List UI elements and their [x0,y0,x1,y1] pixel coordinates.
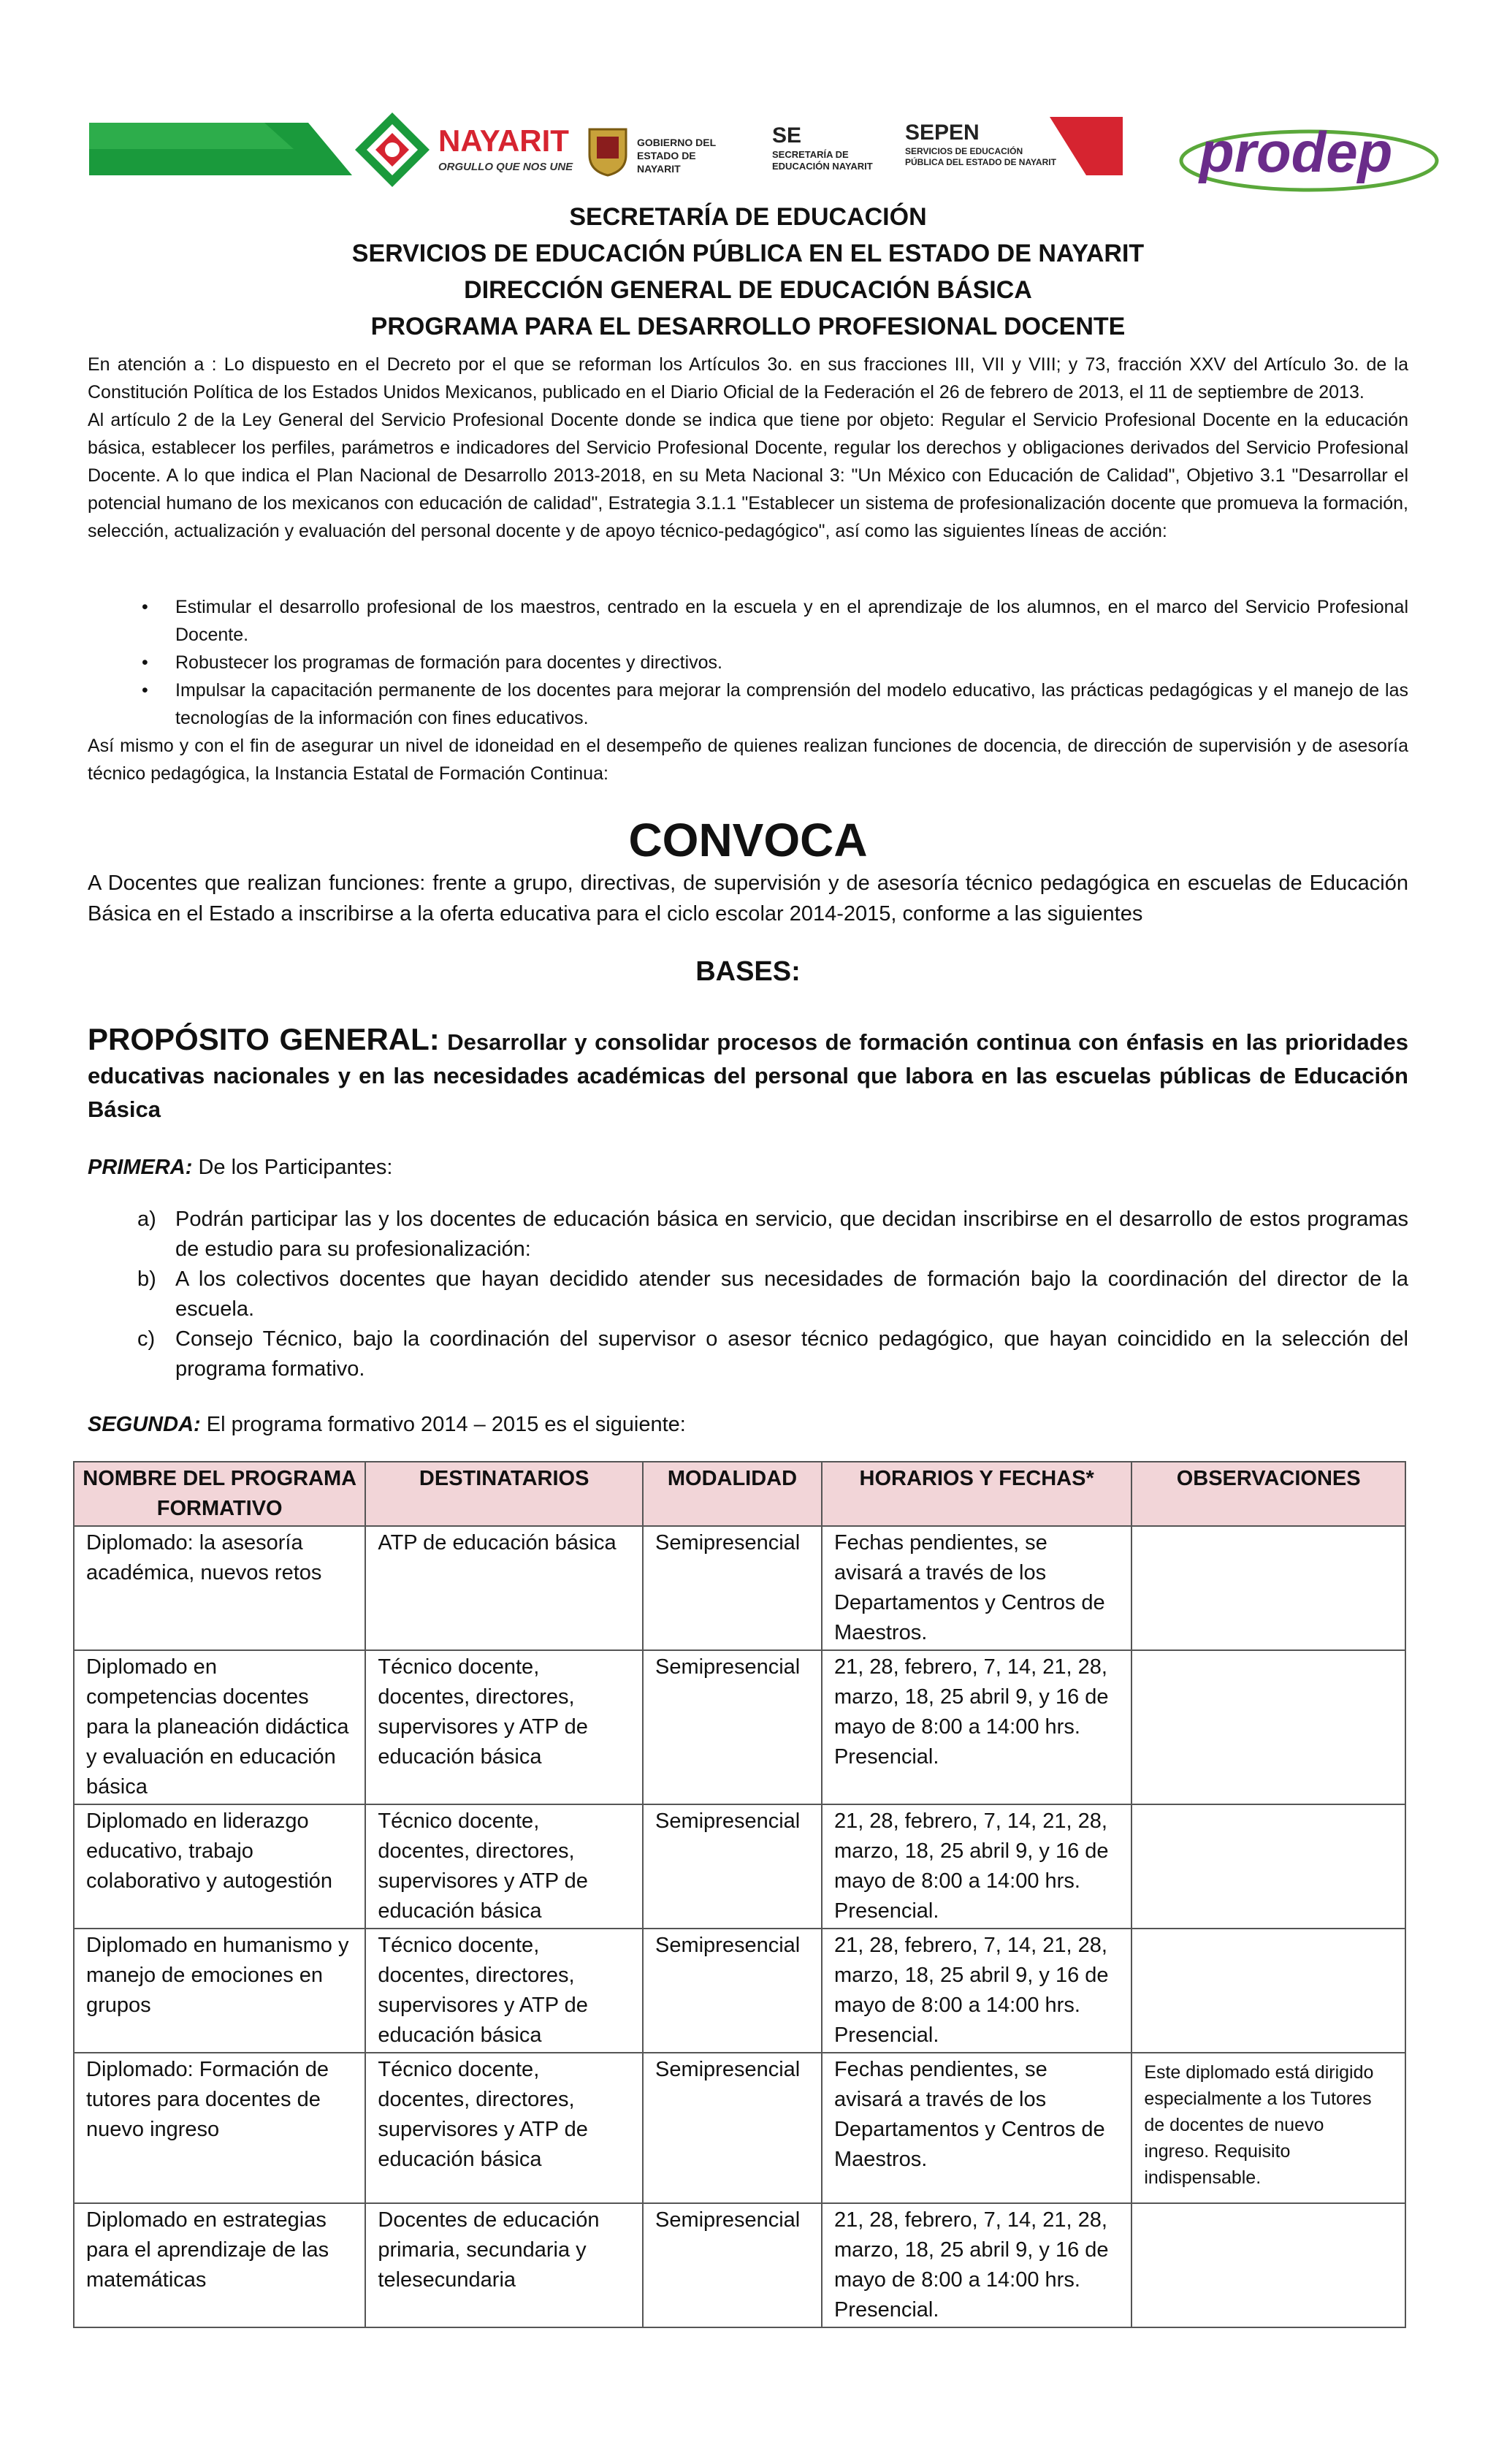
heading-direccion: DIRECCIÓN GENERAL DE EDUCACIÓN BÁSICA [464,276,1032,304]
header-modalidad: MODALIDAD [643,1462,822,1526]
segunda-text: El programa formativo 2014 – 2015 es el siguiente: [206,1413,686,1436]
sepen-logo [904,117,1123,183]
table-row: Diplomado en competencias docentes para la planeación didáctica y evaluación en educación básica Técnico docente, docentes, directores, supervisores y ATP de educación básica Semipresencial 21, 28, febrero, 7, 14, 21, 28, marzo, 18, 25 abril 9, y 16 de mayo de 8:00 a 14:00 hrs. Presencial. [74,1650,1405,1804]
list-item: b) A los colectivos docentes que hayan decidido atender sus necesidades de formación bajo la coordinación del director de la escuela. [137,1267,1408,1321]
intro-paragraph-2: Al artículo 2 de la Ley General del Servicio Profesional Docente donde se indica que tiene por objeto: Regular el Servicio Profesional Docente en la educación básica, establecer los perfiles, parámetros e indicadores del Servicio Profesional Docente, regular los derechos y obligaciones derivados del Servicio Profesional Docente. A lo que indica el Plan Nacional de Desarrollo 2013-2018, en su Meta Nacional 3: "Un México con Educación de Calidad", Objetivo 3.1 "Desarrollar el potencial humano de los mexicanos con educación de calidad", Estrategia 3.1.1 "Establecer un sistema de profesionalización docente que promueva la formación, selección, actualización y evaluación del personal docente y de apoyo técnico-pedagógico", así como las siguientes líneas de acción: [88,410,1408,541]
nayarit-name: NAYARIT [438,123,569,158]
action-lines-list [88,593,1408,732]
prodep-wordmark: prodep [1199,120,1393,184]
convoca-title: CONVOCA [628,814,868,866]
table-row: Diplomado en liderazgo educativo, trabajo colaborativo y autogestión Técnico docente, docentes, directores, supervisores y ATP de educación básica Semipresencial 21, 28, febrero, 7, 14, 21, 28, marzo, 18, 25 abril 9, y 16 de mayo de 8:00 a 14:00 hrs. Presencial. [74,1804,1405,1929]
table-row: Diplomado en estrategias para el aprendizaje de las matemáticas Docentes de educación primaria, secundaria y telesecundaria Semipresencial 21, 28, febrero, 7, 14, 21, 28, marzo, 18, 25 abril 9, y 16 de mayo de 8:00 a 14:00 hrs. Presencial. [74,2203,1405,2327]
proposito-label: PROPÓSITO GENERAL: [88,1022,440,1056]
proposito-text: Desarrollar y consolidar procesos de formación continua con énfasis en las prioridades educativas nacionales y en las necesidades académicas del personal que labora en las escuelas públicas de Educación Básica [88,1029,1408,1122]
bullet-icon: • [142,680,148,701]
gobierno-logo [586,126,732,177]
bullet-icon: • [142,597,148,617]
table-row: Diplomado: Formación de tutores para docentes de nuevo ingreso Técnico docente, docentes, directores, supervisores y ATP de educación básica Semipresencial Fechas pendientes, se avisará a través de los Departamentos y Centros de Maestros. Este diplomado está dirigido especialmente a los Tutores de docentes de nuevo ingreso. Requisito indispensable. [74,2053,1405,2203]
intro-paragraph-1: En atención a : Lo dispuesto en el Decreto por el que se reforman los Artículos 3o. en sus fracciones III, VII y VIII; y 73, fracción XXV del Artículo 3o. de la Constitución Política de los Estados Unidos Mexicanos, publicado en el Diario Oficial de la Federación el 26 de febrero de 2013, el 11 de septiembre de 2013. [88,354,1408,403]
intro-paragraph-3: Así mismo y con el fin de asegurar un nivel de idoneidad en el desempeño de quienes realizan funciones de docencia, de dirección de supervisión y de asesoría técnico pedagógica, la Instancia Estatal de Formación Continua: [88,736,1408,784]
header-destinatarios: DESTINATARIOS [365,1462,643,1526]
logo-strip [82,110,1433,197]
bases-title: BASES: [695,956,801,987]
primera-label: PRIMERA: [88,1156,193,1179]
header-observaciones: OBSERVACIONES [1131,1462,1405,1526]
table-row: Diplomado: la asesoría académica, nuevos retos ATP de educación básica Semipresencial Fechas pendientes, se avisará a través de los Departamentos y Centros de Maestros. [74,1526,1405,1650]
prodep-logo [1178,110,1440,197]
table-header-row [74,1462,1405,1526]
list-item: a) Podrán participar las y los docentes de educación básica en servicio, que decidan inscribirse en el desarrollo de estos programas de estudio para su profesionalización: [137,1208,1408,1261]
intro-section [88,351,1408,545]
sepen-title: SEPEN [905,121,980,145]
shield-icon [586,126,630,177]
nayarit-emblem-icon [352,110,432,190]
convoca-text: A Docentes que realizan funciones: frente a grupo, directivas, de supervisión y de asesoría técnico pedagógica en escuelas de Educación Básica en el Estado a inscribirse a la oferta educativa para el ciclo escolar 2014-2015, conforme a las siguientes [88,871,1408,926]
table-row: Diplomado en humanismo y manejo de emociones en grupos Técnico docente, docentes, directores, supervisores y ATP de educación básica Semipresencial 21, 28, febrero, 7, 14, 21, 28, marzo, 18, 25 abril 9, y 16 de mayo de 8:00 a 14:00 hrs. Presencial. [74,1929,1405,2053]
header-nombre: NOMBRE DEL PROGRAMA FORMATIVO [74,1462,365,1526]
heading-programa: PROGRAMA PARA EL DESARROLLO PROFESIONAL DOCENTE [370,313,1126,340]
segunda-heading [88,1410,1408,1440]
se-title: SE [772,123,802,148]
nayarit-logo [352,110,586,190]
se-logo [772,124,896,175]
sepen-subtitle: SERVICIOS DE EDUCACIÓN PÚBLICA DEL ESTADO DE NAYARIT [905,146,1056,167]
primera-text: De los Participantes: [198,1156,393,1179]
bullet-item: • Impulsar la capacitación permanente de los docentes para mejorar la comprensión del modelo educativo, las prácticas pedagógicas y el manejo de las tecnologías de la información con fines educativos. [88,676,1408,732]
gobierno-text: GOBIERNO DEL ESTADO DE NAYARIT [637,137,716,175]
se-subtitle: SECRETARÍA DE EDUCACIÓN NAYARIT [772,149,873,172]
bullet-item: • Estimular el desarrollo profesional de los maestros, centrado en la escuela y en el aprendizaje de los alumnos, en el marco del Servicio Profesional Docente. [88,593,1408,649]
proposito-general [88,1023,1408,1126]
primera-heading [88,1153,1408,1183]
nayarit-slogan: ORGULLO QUE NOS UNE [438,161,573,173]
header-horarios: HORARIOS Y FECHAS* [822,1462,1131,1526]
list-item: c) Consejo Técnico, bajo la coordinación del supervisor o asesor técnico pedagógico, que hayan coincidido en la selección del programa formativo. [137,1327,1408,1381]
participants-list [88,1205,1408,1384]
program-table [73,1461,1406,2328]
green-banner-logo [89,123,352,175]
heading-secretaria: SECRETARÍA DE EDUCACIÓN [569,203,927,231]
segunda-label: SEGUNDA: [88,1413,201,1436]
heading-servicios: SERVICIOS DE EDUCACIÓN PÚBLICA EN EL ESTADO DE NAYARIT [351,240,1145,267]
bullet-icon: • [142,652,148,673]
bullet-item: • Robustecer los programas de formación para docentes y directivos. [88,649,1408,676]
